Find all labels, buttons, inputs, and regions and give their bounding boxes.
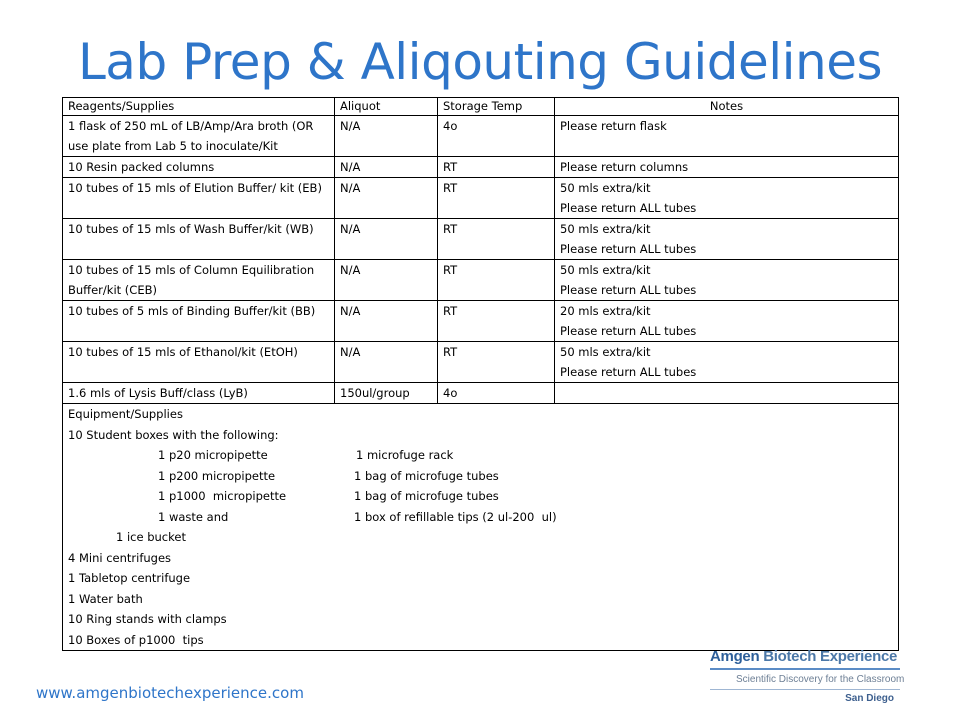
equipment-item: 1 bag of microfuge tubes — [354, 489, 499, 503]
reagent-cell — [63, 342, 335, 383]
notes-cell — [555, 260, 899, 301]
equipment-item: 1 Tabletop centrifuge — [68, 571, 191, 585]
aliquot-cell: N/A — [335, 301, 438, 342]
equipment-item: 1 p200 micropipette — [158, 468, 276, 483]
storage-temp-cell: RT — [438, 260, 555, 301]
notes-cell-line: Please return ALL tubes — [560, 365, 697, 379]
equipment-item: 1 Water bath — [68, 591, 143, 606]
table-row — [63, 342, 899, 383]
page-title: Lab Prep & Aliqouting Guidelines — [77, 33, 883, 91]
equipment-heading: Equipment/Supplies — [68, 407, 183, 421]
notes-cell-line: 50 mls extra/kit — [560, 222, 651, 236]
table-row — [63, 157, 899, 178]
equipment-item: 10 Boxes of p1000 tips — [68, 632, 204, 647]
footer-url[interactable]: www.amgenbiotechexperience.com — [36, 684, 304, 702]
equipment-ice-bucket: 1 ice bucket — [116, 530, 186, 544]
notes-cell — [555, 178, 899, 219]
aliquot-cell: N/A — [335, 157, 438, 178]
notes-cell — [555, 116, 899, 157]
notes-cell-line: 50 mls extra/kit — [560, 181, 651, 195]
amgen-logo — [710, 648, 905, 712]
aliquot-cell: 150ul/group — [335, 383, 438, 404]
storage-temp-cell: 4o — [438, 383, 555, 404]
reagent-cell-line: 10 Resin packed columns — [68, 160, 215, 174]
reagent-cell-line: 1.6 mls of Lysis Buff/class (LyB) — [68, 386, 248, 400]
table-row — [63, 301, 899, 342]
aliquot-cell: N/A — [335, 260, 438, 301]
logo-city: San Diego — [845, 693, 894, 704]
storage-temp-cell: RT — [438, 219, 555, 260]
reagent-cell-line: 10 tubes of 15 mls of Wash Buffer/kit (WB) — [68, 222, 314, 236]
equipment-pair — [68, 445, 893, 466]
table-row — [63, 383, 899, 404]
storage-temp-cell: RT — [438, 301, 555, 342]
equipment-item: 1 box of refillable tips (2 ul-200 ul) — [354, 509, 557, 524]
logo-brand: Amgen Biotech Experience — [710, 648, 898, 665]
notes-cell-line: Please return ALL tubes — [560, 324, 697, 338]
notes-cell-line: Please return ALL tubes — [560, 283, 697, 297]
reagent-cell-line: 10 tubes of 15 mls of Column Equilibration — [68, 263, 315, 277]
notes-cell — [555, 342, 899, 383]
aliquot-cell: N/A — [335, 342, 438, 383]
table-row — [63, 219, 899, 260]
notes-cell-line: 50 mls extra/kit — [560, 263, 651, 277]
notes-cell-line: Please return ALL tubes — [560, 242, 697, 256]
reagent-cell-line: 10 tubes of 15 mls of Elution Buffer/ kit (EB) — [68, 181, 322, 195]
notes-cell-line: Please return columns — [560, 160, 689, 174]
aliquot-cell: N/A — [335, 219, 438, 260]
table-row — [63, 178, 899, 219]
equipment-row — [63, 404, 899, 651]
storage-temp-cell: RT — [438, 157, 555, 178]
notes-cell — [555, 219, 899, 260]
guidelines-table — [62, 97, 899, 651]
reagent-cell-line: 10 tubes of 5 mls of Binding Buffer/kit (BB) — [68, 304, 316, 318]
reagent-cell-line: use plate from Lab 5 to inoculate/Kit — [68, 139, 278, 153]
notes-cell — [555, 383, 899, 404]
equipment-item: 1 bag of microfuge tubes — [354, 468, 499, 483]
equipment-item: 1 p20 micropipette — [158, 448, 268, 462]
table-row — [63, 260, 899, 301]
reagent-cell — [63, 260, 335, 301]
aliquot-cell: N/A — [335, 178, 438, 219]
notes-cell — [555, 301, 899, 342]
logo-divider-thin — [710, 689, 900, 690]
notes-cell-line — [560, 383, 893, 403]
equipment-pair — [68, 466, 893, 487]
reagent-cell-line: 1 flask of 250 mL of LB/Amp/Ara broth (OR — [68, 119, 314, 133]
equipment-intro: 10 Student boxes with the following: — [68, 427, 279, 442]
notes-cell-line: 50 mls extra/kit — [560, 345, 651, 359]
equipment-cell — [63, 404, 899, 651]
reagent-cell — [63, 178, 335, 219]
reagent-cell — [63, 383, 335, 404]
equipment-item: 1 microfuge rack — [356, 448, 454, 462]
equipment-item: 10 Ring stands with clamps — [68, 612, 227, 626]
notes-cell-line: 20 mls extra/kit — [560, 304, 651, 318]
equipment-item: 4 Mini centrifuges — [68, 550, 172, 565]
equipment-pair — [68, 507, 893, 528]
notes-cell-line: Please return flask — [560, 119, 667, 133]
equipment-item: 1 waste and — [158, 509, 229, 524]
aliquot-cell: N/A — [335, 116, 438, 157]
reagent-cell — [63, 219, 335, 260]
table-header-row — [63, 98, 899, 116]
equipment-item: 1 p1000 micropipette — [158, 489, 287, 503]
reagent-cell — [63, 116, 335, 157]
reagent-cell — [63, 157, 335, 178]
reagent-cell — [63, 301, 335, 342]
header-notes: Notes — [555, 98, 899, 116]
header-reagents: Reagents/Supplies — [63, 98, 335, 116]
header-storage-temp: Storage Temp — [438, 98, 555, 116]
reagent-cell-line: 10 tubes of 15 mls of Ethanol/kit (EtOH) — [68, 345, 298, 359]
notes-cell — [555, 157, 899, 178]
storage-temp-cell: RT — [438, 342, 555, 383]
reagent-cell-line: Buffer/kit (CEB) — [68, 283, 157, 297]
storage-temp-cell: 4o — [438, 116, 555, 157]
table-row — [63, 116, 899, 157]
equipment-pair — [68, 486, 893, 507]
logo-divider — [710, 668, 900, 670]
logo-tagline: Scientific Discovery for the Classroom — [736, 674, 905, 685]
storage-temp-cell: RT — [438, 178, 555, 219]
header-aliquot: Aliquot — [335, 98, 438, 116]
notes-cell-line: Please return ALL tubes — [560, 201, 697, 215]
